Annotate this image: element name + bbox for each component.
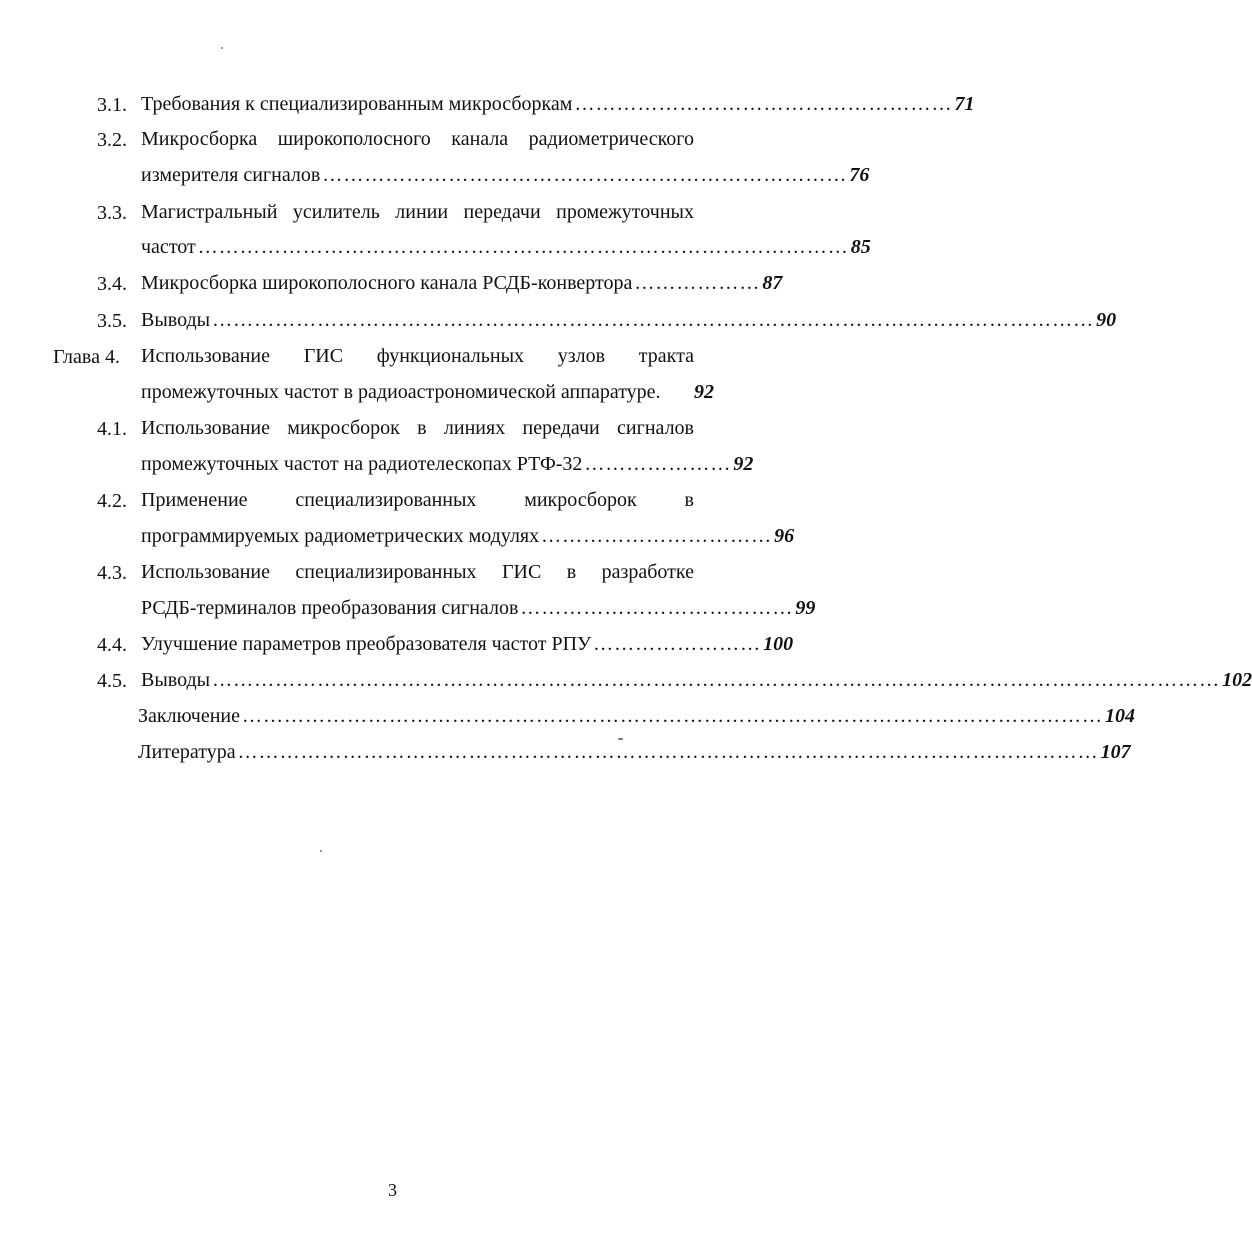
toc-line	[141, 490, 694, 510]
toc-word: усилитель	[292, 201, 380, 223]
toc-text: Улучшение параметров преобразователя частот РПУ	[141, 633, 592, 655]
toc-leader-dots: ……………………………………………………………………………………………………………	[237, 741, 1099, 763]
toc-page-number: 85	[850, 236, 871, 258]
toc-line	[141, 164, 870, 186]
toc-text: Требования к специализированным микросборкам	[141, 93, 573, 115]
toc-leader-dots: ……………………………………………………………………………………………………………	[242, 705, 1103, 727]
toc-text: частот	[141, 236, 196, 258]
toc-text: РСДБ-терминалов преобразования сигналов	[141, 597, 519, 619]
toc-line	[141, 525, 795, 547]
toc-num: 4.1.	[97, 418, 127, 440]
toc-word: Магистральный	[141, 201, 278, 223]
toc-word: узлов	[557, 345, 606, 367]
toc-line	[141, 418, 694, 438]
toc-word: линии	[395, 201, 449, 223]
toc-word: Микросборка	[141, 128, 258, 150]
toc-text: Выводы	[141, 669, 211, 691]
toc-word: сигналов	[617, 417, 694, 439]
toc-word: специализированных	[295, 561, 477, 583]
toc-leader-dots: ………………………………………………	[574, 93, 953, 115]
scan-speck	[618, 738, 623, 740]
toc-num: 3.2.	[97, 129, 127, 151]
toc-word: Применение	[141, 489, 248, 511]
toc-word: микросборок	[524, 489, 637, 511]
toc-word: функциональных	[376, 345, 525, 367]
toc-word: ГИС	[303, 345, 344, 367]
toc-line	[141, 309, 1117, 331]
toc-page-number: 99	[795, 597, 816, 619]
toc-num: 3.4.	[97, 273, 127, 295]
toc-num: 4.4.	[97, 634, 127, 656]
toc-leader-dots: …………………………………………………………………	[322, 164, 848, 186]
toc-word: в	[684, 489, 694, 511]
toc-word: передачи	[463, 201, 541, 223]
toc-page-number: 92	[694, 381, 714, 403]
toc-text: Микросборка широкополосного канала РСДБ-конвертора	[141, 272, 633, 294]
toc-leader-dots: ………………	[634, 272, 761, 294]
toc-page-number: 96	[774, 525, 795, 547]
toc-num: 3.1.	[97, 94, 127, 116]
toc-leader-dots: …………………………………	[520, 597, 794, 619]
toc-line	[141, 346, 694, 366]
toc-line	[141, 597, 816, 619]
toc-word: в	[566, 561, 577, 583]
scan-speck	[221, 47, 223, 49]
toc-line	[141, 93, 975, 115]
toc-num: 4.5.	[97, 670, 127, 692]
toc-num: 3.3.	[97, 202, 127, 224]
toc-chapter-num: Глава 4.	[53, 346, 120, 368]
toc-leader-dots: …………………………………………………………………………………	[197, 236, 849, 258]
toc-page-number: 87	[762, 272, 783, 294]
toc-word: линиях	[443, 417, 506, 439]
toc-text: Выводы	[141, 309, 211, 331]
toc-page-number: 76	[849, 164, 870, 186]
toc-line	[141, 236, 871, 258]
toc-page-number: 90	[1096, 309, 1117, 331]
toc-word: разработке	[601, 561, 694, 583]
toc-num: 4.2.	[97, 490, 127, 512]
toc-line	[141, 669, 1252, 691]
toc-line	[141, 202, 694, 222]
toc-leader-dots: ………………………………………………………………………………………………………………………………	[212, 669, 1221, 691]
toc-text: Литература	[138, 741, 236, 763]
toc-page-number: 104	[1105, 705, 1135, 727]
toc-word: радиометрического	[528, 128, 694, 150]
toc-line	[141, 382, 714, 402]
toc-word: Использование	[141, 417, 270, 439]
toc-line	[141, 633, 794, 655]
toc-text: Заключение	[138, 705, 240, 727]
scan-speck	[320, 850, 322, 852]
toc-text: измерителя сигналов	[141, 164, 321, 186]
toc-word: микросборок	[287, 417, 400, 439]
toc-word: Использование	[141, 561, 270, 583]
toc-page-number: 92	[733, 453, 754, 475]
toc-leader-dots: ………………………………………………………………………………………………………………	[212, 309, 1095, 331]
page-number: 3	[388, 1180, 397, 1200]
toc-word: тракта	[638, 345, 694, 367]
toc-line	[138, 705, 1135, 727]
toc-line	[141, 562, 694, 582]
toc-word: ГИС	[501, 561, 542, 583]
toc-line	[141, 129, 694, 149]
toc-word: специализированных	[295, 489, 477, 511]
toc-leader-dots: …………………	[584, 453, 732, 475]
toc-page-number: 102	[1222, 669, 1252, 691]
toc-text: промежуточных частот в радиоастрономической аппаратуре.	[141, 381, 661, 403]
toc-word: Использование	[141, 345, 270, 367]
toc-line	[141, 272, 783, 294]
toc-page-number: 100	[763, 633, 794, 655]
toc-text: программируемых радиометрических модулях	[141, 525, 540, 547]
toc-page-number: 107	[1100, 741, 1131, 763]
toc-page-number: 71	[954, 93, 975, 115]
toc-line	[141, 453, 754, 475]
toc-word: передачи	[522, 417, 600, 439]
toc-leader-dots: ……………………………	[541, 525, 773, 547]
toc-word: канала	[451, 128, 509, 150]
toc-word: в	[417, 417, 427, 439]
toc-text: промежуточных частот на радиотелескопах РТФ-32	[141, 453, 583, 475]
toc-num: 4.3.	[97, 562, 127, 584]
toc-word: широкополосного	[277, 128, 431, 150]
toc-leader-dots: ……………………	[593, 633, 762, 655]
toc-word: промежуточных	[556, 201, 694, 223]
toc-line	[138, 741, 1131, 763]
toc-num: 3.5.	[97, 310, 127, 332]
